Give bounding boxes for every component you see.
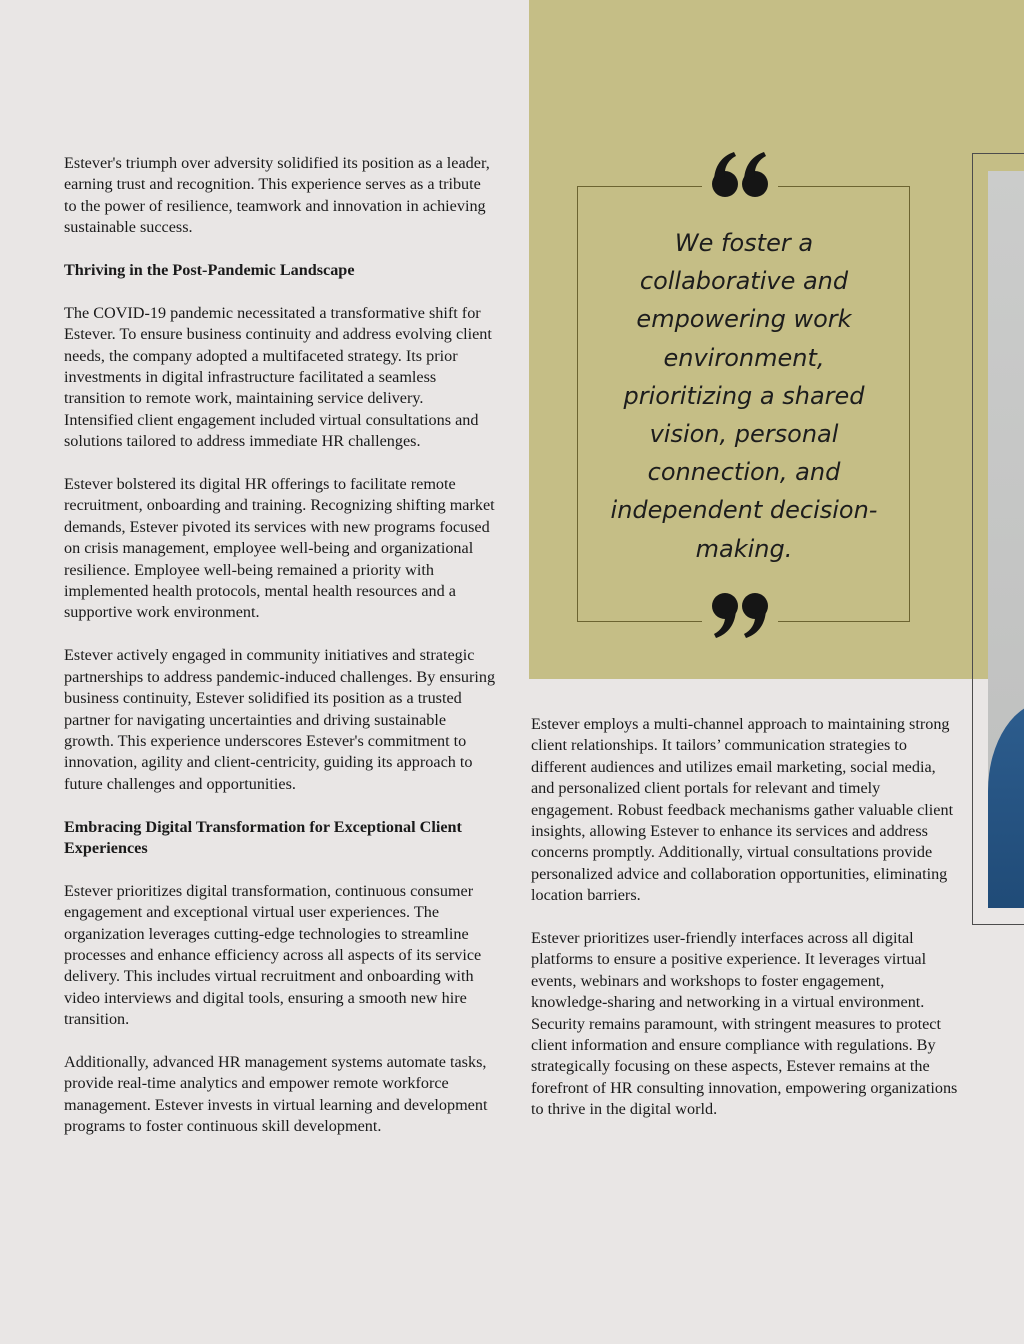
body-paragraph: Additionally, advanced HR management systems automate tasks, provide real-time analytics and empower remote workforce management. Estever invests in virtual learning and development programs to foster continuous skill development. xyxy=(64,1052,488,1136)
close-quote-icon xyxy=(702,588,778,658)
left-column xyxy=(64,153,496,1159)
body-paragraph: Estever employs a multi-channel approach to maintaining strong client relationships. It tailors’ communication strategies to different audiences and utilizes email marketing, social media, and personalized client portals for relevant and timely engagement. Robust feedback mechanisms gather valuable client insights, allowing Estever to enhance its services and address concerns promptly. Additionally, virtual consultations provide personalized advice and collaboration opportunities, eliminating location barriers. xyxy=(531,715,954,905)
right-column xyxy=(531,714,963,1142)
person-shoulder-shape xyxy=(988,701,1024,908)
pull-quote-text: We foster a collaborative and empowering work environment, prioritizing a shared vision, personal connection, and independent decision-making. xyxy=(610,229,878,563)
body-paragraph: Estever bolstered its digital HR offerings to facilitate remote recruitment, onboarding and training. Recognizing shifting market demands, Estever pivoted its services with new programs focused on crisis management, employee well-being and organizational resilience. Employee well-being remained a priority with implemented health protocols, mental health resources and a supportive work environment. xyxy=(64,475,495,622)
body-paragraph: The COVID-19 pandemic necessitated a transformative shift for Estever. To ensure business continuity and address evolving client needs, the company adopted a multifaceted strategy. Its prior investments in digital infrastructure facilitated a seamless transition to remote work, maintaining service delivery. Intensified client engagement included virtual consultations and solutions tailored to address immediate HR challenges. xyxy=(64,303,492,451)
open-quote-icon xyxy=(702,146,778,216)
section-heading-digital-transformation: Embracing Digital Transformation for Exceptional Client Experiences xyxy=(64,817,462,857)
body-paragraph: Estever actively engaged in community initiatives and strategic partnerships to address pandemic-induced challenges. By ensuring business continuity, Estever solidified its position as a trusted partner for navigating uncertainties and driving sustainable growth. This experience underscores Estever's commitment to innovation, agility and client-centricity, guiding its approach to future challenges and opportunities. xyxy=(64,646,496,793)
intro-paragraph: Estever's triumph over adversity solidified its position as a leader, earning trust and recognition. This experience serves as a tribute to the power of resilience, teamwork and innovation in achieving sustainable success. xyxy=(64,154,490,237)
body-paragraph: Estever prioritizes digital transformation, continuous consumer engagement and exceptional virtual user experiences. The organization leverages cutting-edge technologies to streamline processes and enhance efficiency across all aspects of its service delivery. This includes virtual recruitment and onboarding with video interviews and digital tools, ensuring a smooth new hire transition. xyxy=(64,881,482,1029)
person-photo xyxy=(988,171,1024,908)
section-heading-post-pandemic: Thriving in the Post-Pandemic Landscape xyxy=(64,261,355,280)
body-paragraph: Estever prioritizes user-friendly interfaces across all digital platforms to ensure a positive experience. It leverages virtual events, webinars and workshops to foster engagement, knowledge-sharing and networking in a virtual environment. Security remains paramount, with stringent measures to protect client information and ensure compliance with regulations. By strategically focusing on these aspects, Estever remains at the forefront of HR consulting innovation, empowering organizations to thrive in the digital world. xyxy=(531,929,958,1119)
pull-quote-panel xyxy=(529,0,1024,679)
